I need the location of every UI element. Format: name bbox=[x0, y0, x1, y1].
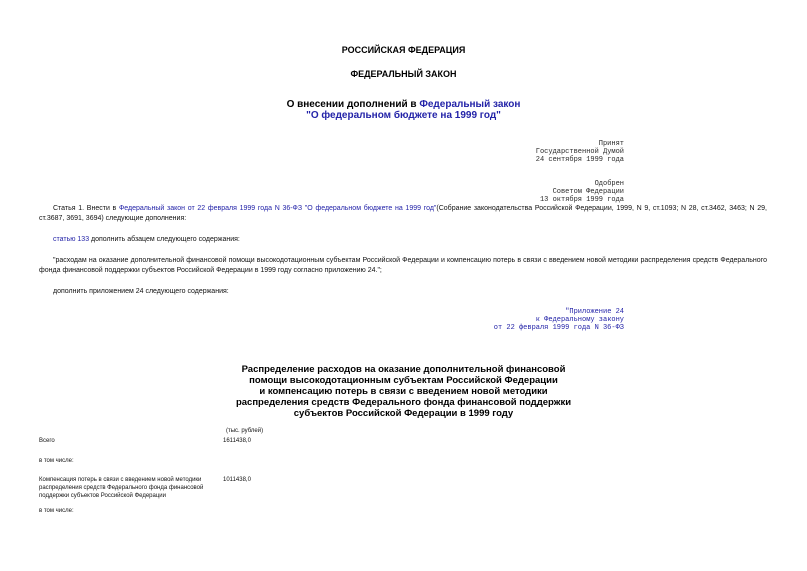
appendix-ref-line1: "Приложение 24 bbox=[565, 308, 624, 316]
adopted-block bbox=[536, 140, 624, 164]
quote-paragraph: "расходам на оказание дополнительной финансовой помощи высокодотационным субъектам Российской Федерации и компенсацию потерь в связи с введением новой методики распределения средств Федерального фонда финансовой поддержки субъектов Российской Федерации в 1999 году согласно приложению 24."; bbox=[39, 257, 767, 274]
supplement-line: дополнить приложением 24 следующего содержания: bbox=[53, 288, 229, 295]
section-title-line3: и компенсацию потерь в связи с введением новой методики bbox=[259, 386, 548, 397]
approved-line1: Одобрен bbox=[594, 180, 624, 188]
federal-law-link[interactable]: Федеральный закон bbox=[419, 99, 521, 110]
approved-line2: Советом Федерации bbox=[552, 188, 624, 196]
appendix-ref-line3: от 22 февраля 1999 года N 36-ФЗ bbox=[493, 324, 624, 332]
article-1-suffix: (Собрание законодательства Российской Федерации, 1999, N 9, ст.1093; N 28, ст.3462, 3463; N 29, ст.3687, 3691, 3694) следующие дополнения: bbox=[39, 205, 767, 222]
law-title-line2[interactable]: "О федеральном бюджете на 1999 год" bbox=[306, 110, 501, 121]
adopted-line2: Государственной Думой bbox=[535, 148, 624, 156]
unit-label: (тыс. рублей) bbox=[226, 428, 264, 434]
law-type-heading: ФЕДЕРАЛЬНЫЙ ЗАКОН bbox=[350, 69, 457, 79]
including-label-2: в том числе: bbox=[39, 508, 74, 514]
country-heading: РОССИЙСКАЯ ФЕДЕРАЦИЯ bbox=[341, 45, 466, 55]
law-title-prefix: О внесении дополнений в bbox=[286, 99, 420, 110]
section-title bbox=[0, 364, 807, 419]
article-1-prefix: Статья 1. Внести в bbox=[53, 205, 119, 212]
article-133-suffix: дополнить абзацем следующего содержания: bbox=[89, 236, 240, 243]
including-label-1: в том числе: bbox=[39, 458, 74, 464]
compensation-label bbox=[39, 476, 203, 500]
approved-line3: 13 октября 1999 года bbox=[539, 196, 624, 204]
adopted-line1: Принят bbox=[598, 140, 624, 148]
adopted-line3: 24 сентября 1999 года bbox=[535, 156, 624, 164]
total-value: 1611438,0 bbox=[223, 438, 251, 444]
article-1-paragraph bbox=[39, 204, 767, 224]
section-title-line4: распределения средств Федерального фонда финансовой поддержки bbox=[235, 397, 572, 408]
appendix-ref-block[interactable] bbox=[494, 308, 624, 332]
compensation-line2: распределения средств Федерального фонда финансовой bbox=[39, 485, 204, 491]
section-title-line2: помощи высокодотационным субъектам Российской Федерации bbox=[249, 375, 558, 386]
article-133-link[interactable]: статью 133 bbox=[53, 236, 90, 243]
compensation-line3: поддержки субъектов Российской Федерации bbox=[39, 493, 166, 499]
approved-block bbox=[540, 180, 624, 204]
section-title-line1: Распределение расходов на оказание дополнительной финансовой bbox=[241, 364, 566, 375]
article-133-paragraph bbox=[53, 235, 753, 245]
compensation-value: 1011438,0 bbox=[223, 477, 251, 483]
section-title-line5: субъектов Российской Федерации в 1999 году bbox=[293, 408, 514, 419]
appendix-ref-line2: к Федеральному закону bbox=[535, 316, 624, 324]
federal-law-36fz-link[interactable]: Федеральный закон от 22 февраля 1999 года N 36-ФЗ "О федеральном бюджете на 1999 год" bbox=[118, 205, 437, 212]
compensation-line1: Компенсация потерь в связи с введением новой методики bbox=[39, 477, 202, 483]
total-label: Всего bbox=[39, 438, 55, 444]
